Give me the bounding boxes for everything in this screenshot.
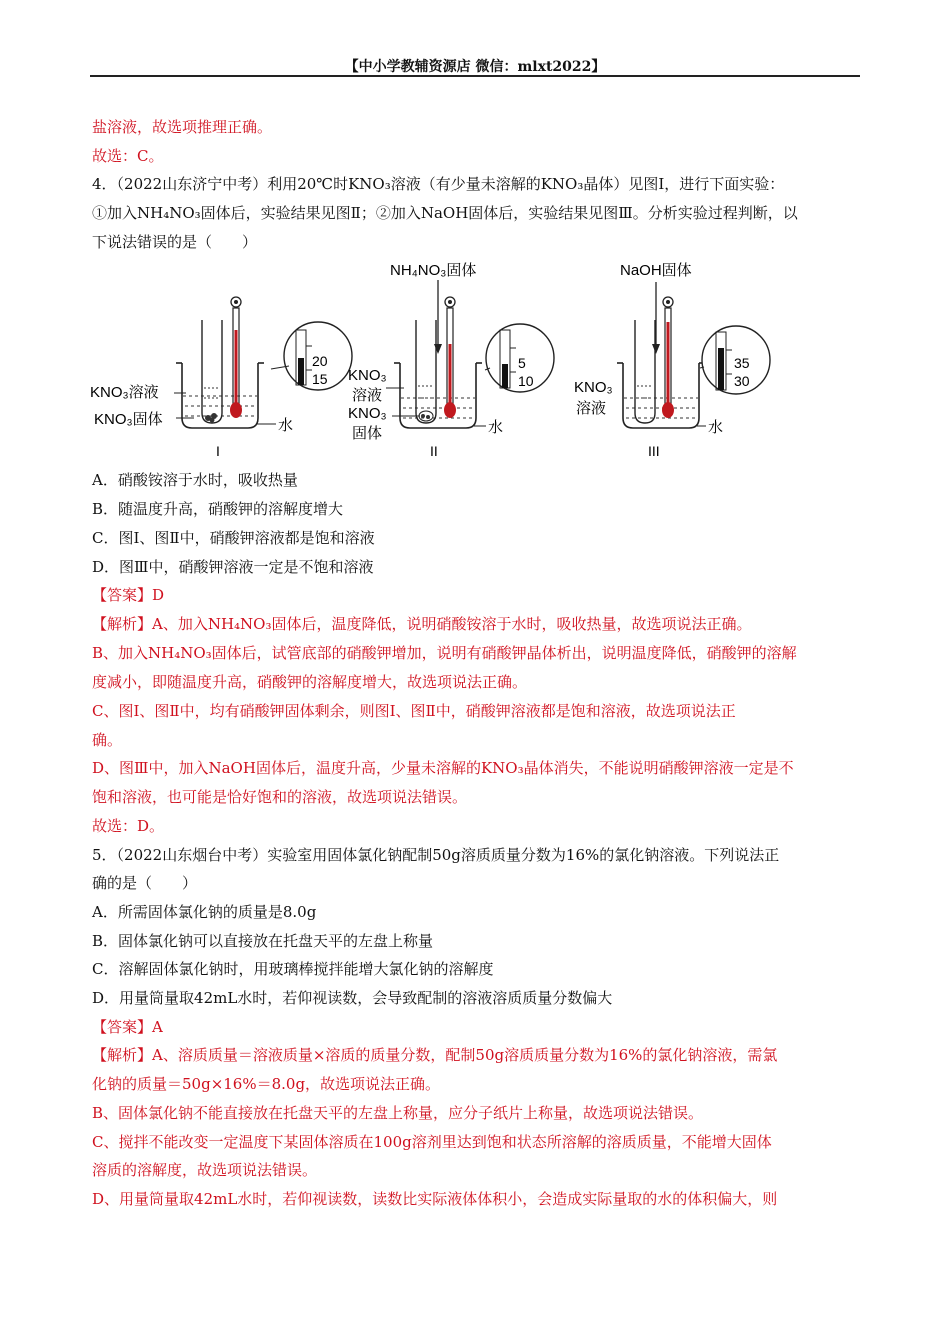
option-5d: D．用量筒量取42mL水时，若仰视读数，会导致配制的溶液溶质质量分数偏大 (92, 989, 613, 1007)
text-line-2: 故选：C。 (92, 147, 164, 165)
figure-2-water-label: 水 (488, 419, 504, 436)
figure-2-solution-label: 溶液 (352, 387, 383, 404)
figure-3-added-label: NaOH固体 (620, 262, 692, 279)
option-5c: C．溶解固体氯化钠时，用玻璃棒搅拌能增大氯化钠的溶解度 (92, 960, 494, 978)
option-4a: A．硝酸铵溶于水时，吸收热量 (92, 471, 298, 489)
analysis-4-b2: 度减小，即随温度升高，硝酸钾的溶解度增大，故选项说法正确。 (92, 673, 528, 691)
analysis-4-c1: C、图Ⅰ、图Ⅱ中，均有硝酸钾固体剩余，则图Ⅰ、图Ⅱ中，硝酸钾溶液都是饱和溶液，故选项说法正 (92, 702, 736, 720)
experiment-figure (90, 258, 870, 468)
option-5a: A．所需固体氯化钠的质量是8.0g (92, 903, 317, 921)
analysis-5-a2: 化钠的质量＝50g×16%＝8.0g，故选项说法正确。 (92, 1075, 441, 1093)
option-5b: B．固体氯化钠可以直接放在托盘天平的左盘上称量 (92, 932, 434, 950)
choice-4: 故选：D。 (92, 817, 165, 835)
question-4-stem-3: 下说法错误的是（ ） (92, 233, 258, 251)
figure-3-scale-top: 35 (734, 355, 750, 371)
figure-1-scale-top: 20 (312, 353, 328, 369)
page-header: 【中小学教辅资源店 微信：mlxt2022】 (344, 59, 606, 75)
figure-1-water-label: 水 (278, 417, 294, 434)
figure-1-caption: I (216, 443, 220, 459)
figure-2-kno3-solid-label: KNO₃ (348, 405, 387, 422)
analysis-5-c1: C、搅拌不能改变一定温度下某固体溶质在100g溶剂里达到饱和状态所溶解的溶质质量，不能增大固体 (92, 1133, 772, 1151)
figure-1-solid-label: KNO₃固体 (94, 411, 163, 428)
header-divider (90, 75, 860, 77)
figure-2-caption: II (430, 443, 438, 459)
analysis-5-a1: 【解析】A、溶质质量＝溶液质量×溶质的质量分数，配制50g溶质质量分数为16%的氯化钠溶液，需氯 (92, 1046, 778, 1064)
question-4-stem-1: 4．（2022山东济宁中考）利用20℃时KNO₃溶液（有少量未溶解的KNO₃晶体）见图Ⅰ，进行下面实验： (92, 175, 785, 193)
figure-2-beaker-setup (386, 280, 554, 428)
figure-1-solution-label: KNO₃溶液 (90, 384, 159, 401)
question-5-stem-2: 确的是（ ） (92, 874, 198, 892)
analysis-5-c2: 溶质的溶解度，故选项说法错误。 (92, 1161, 318, 1179)
figure-3-solution-label: 溶液 (576, 400, 607, 417)
figure-3-caption: III (648, 443, 660, 459)
option-4d: D．图Ⅲ中，硝酸钾溶液一定是不饱和溶液 (92, 558, 374, 576)
figure-3-kno3-label: KNO₃ (574, 379, 613, 396)
analysis-4-a: 【解析】A、加入NH₄NO₃固体后，温度降低，说明硝酸铵溶于水时，吸收热量，故选项说法正确。 (92, 615, 752, 633)
analysis-5-d1: D、用量筒量取42mL水时，若仰视读数，读数比实际液体体积小，会造成实际量取的水的体积偏大，则 (92, 1190, 778, 1208)
answer-5: 【答案】A (92, 1018, 163, 1036)
figure-2-kno3-label: KNO₃ (348, 367, 387, 384)
figure-3-water-label: 水 (708, 419, 724, 436)
answer-4: 【答案】D (92, 586, 165, 604)
figure-1-scale-bottom: 15 (312, 371, 328, 387)
question-4-stem-2: ①加入NH₄NO₃固体后，实验结果见图Ⅱ；②加入NaOH固体后，实验结果见图Ⅲ。分析实验过程判断，以 (92, 204, 798, 222)
figure-2-scale-bottom: 10 (518, 373, 534, 389)
analysis-4-d1: D、图Ⅲ中，加入NaOH固体后，温度升高，少量未溶解的KNO₃晶体消失，不能说明硝酸钾溶液一定是不 (92, 759, 794, 777)
analysis-4-c2: 确。 (92, 731, 123, 749)
analysis-4-b1: B、加入NH₄NO₃固体后，试管底部的硝酸钾增加，说明有硝酸钾晶体析出，说明温度降低，硝酸钾的溶解 (92, 644, 797, 662)
analysis-5-b: B、固体氯化钠不能直接放在托盘天平的左盘上称量，应分子纸片上称量，故选项说法错误。 (92, 1104, 704, 1122)
analysis-4-d2: 饱和溶液，也可能是恰好饱和的溶液，故选项说法错误。 (92, 788, 468, 806)
figure-3-scale-bottom: 30 (734, 373, 750, 389)
option-4b: B．随温度升高，硝酸钾的溶解度增大 (92, 500, 344, 518)
figure-2-solid-label: 固体 (352, 425, 383, 442)
question-5-stem-1: 5．（2022山东烟台中考）实验室用固体氯化钠配制50g溶质质量分数为16%的氯化钠溶液。下列说法正 (92, 846, 780, 864)
text-line-1: 盐溶液，故选项推理正确。 (92, 118, 273, 136)
option-4c: C．图Ⅰ、图Ⅱ中，硝酸钾溶液都是饱和溶液 (92, 529, 375, 547)
figure-2-scale-top: 5 (518, 355, 526, 371)
figure-2-added-label: NH₄NO₃固体 (390, 262, 477, 279)
